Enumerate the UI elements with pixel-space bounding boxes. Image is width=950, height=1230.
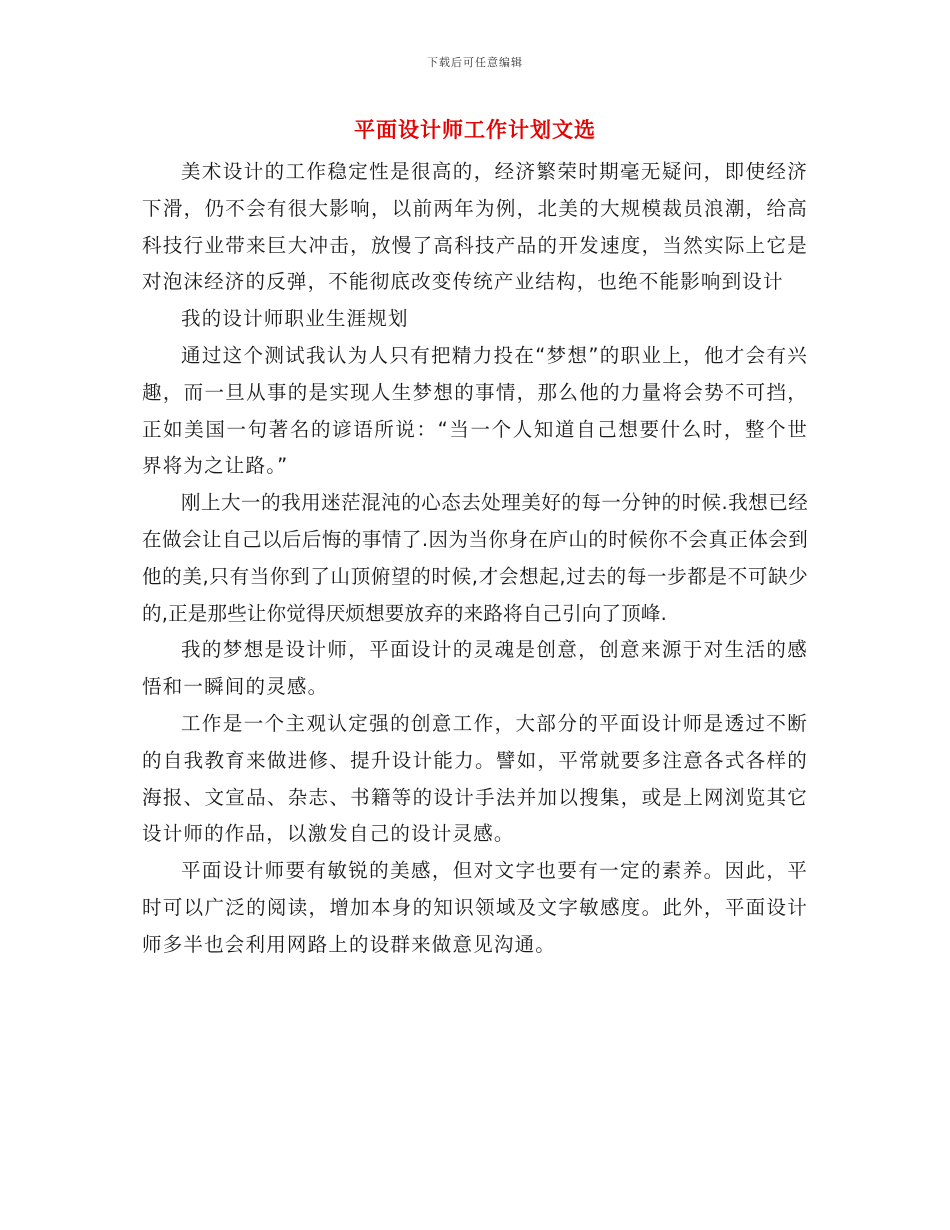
header-note: 下载后可任意编辑 bbox=[427, 56, 523, 69]
paragraph: 美术设计的工作稳定性是很高的，经济繁荣时期毫无疑问，即使经济下滑，仍不会有很大影响，以前两年为例，北美的大规模裁员浪潮，给高科技行业带来巨大冲击，放慢了高科技产品的开发速度，当然实际上它是对泡沫经济的反弹，不能彻底改变传统产业结构，也绝不能影响到设计 bbox=[142, 160, 808, 294]
document-body bbox=[142, 154, 808, 964]
paragraph: 我的设计师职业生涯规划 bbox=[181, 307, 409, 331]
paragraph: 通过这个测试我认为人只有把精力投在“梦想”的职业上，他才会有兴趣，而一旦从事的是实现人生梦想的事情，那么他的力量将会势不可挡，正如美国一句著名的谚语所说：“当一个人知道自己想要什么时，整个世界将为之让路。” bbox=[142, 343, 808, 478]
paragraph: 工作是一个主观认定强的创意工作，大部分的平面设计师是透过不断的自我教育来做进修、提升设计能力。譬如，平常就要多注意各式各样的海报、文宣品、杂志、书籍等的设计手法并加以搜集，或是上网浏览其它设计师的作品，以激发自己的设计灵感。 bbox=[142, 711, 808, 846]
paragraph: 刚上大一的我用迷茫混沌的心态去处理美好的每一分钟的时候.我想已经在做会让自己以后后悔的事情了.因为当你身在庐山的时候你不会真正体会到他的美,只有当你到了山顶俯望的时候,才会想起,过去的每一步都是不可缺少的,正是那些让你觉得厌烦想要放弃的来路将自己引向了顶峰. bbox=[142, 491, 808, 625]
document-title: 平面设计师工作计划文选 bbox=[354, 117, 596, 142]
paragraph: 平面设计师要有敏锐的美感，但对文字也要有一定的素养。因此，平时可以广泛的阅读，增加本身的知识领域及文字敏感度。此外，平面设计师多半也会利用网路上的设群来做意见沟通。 bbox=[142, 859, 808, 956]
paragraph: 我的梦想是设计师，平面设计的灵魂是创意，创意来源于对生活的感悟和一瞬间的灵感。 bbox=[142, 638, 808, 699]
